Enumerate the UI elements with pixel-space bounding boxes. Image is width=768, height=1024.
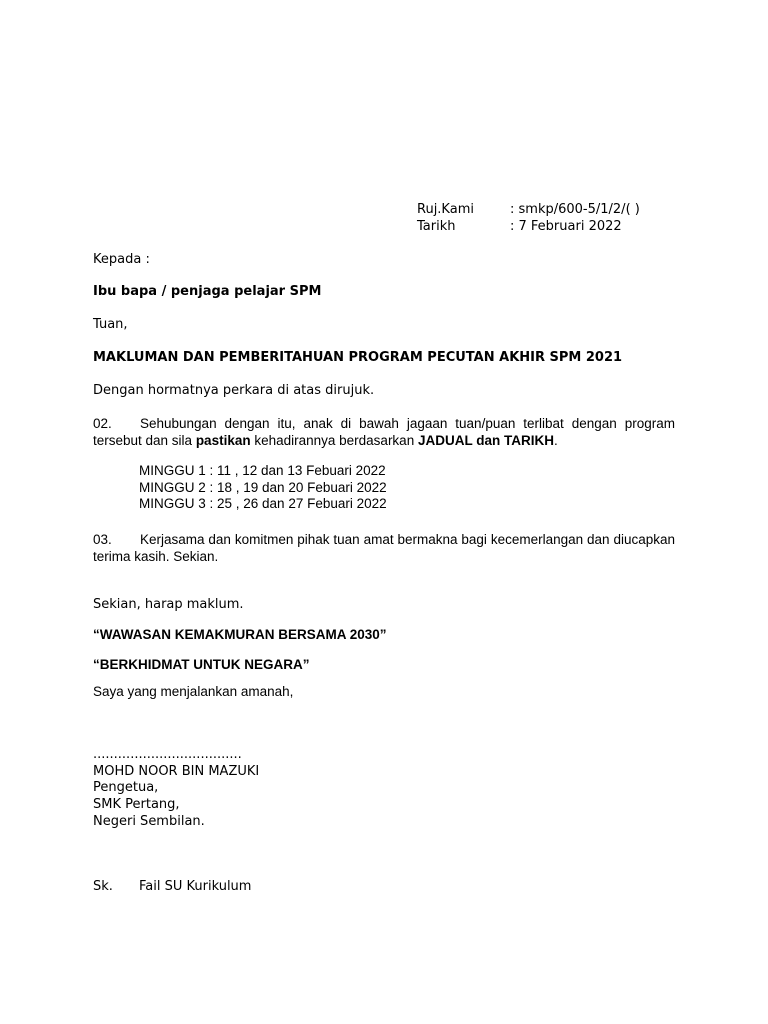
reference-label: Ruj.Kami bbox=[417, 202, 474, 217]
schedule-week-2: MINGGU 2 : 18 , 19 dan 20 Febuari 2022 bbox=[139, 480, 387, 495]
paragraph-02-text-mid: kehadirannya berdasarkan bbox=[250, 433, 418, 448]
paragraph-02-bold-jadual: JADUAL dan TARIKH bbox=[417, 433, 554, 448]
kepada-label: Kepada : bbox=[93, 252, 150, 267]
opening-line: Dengan hormatnya perkara di atas dirujuk. bbox=[93, 383, 375, 398]
paragraph-02-number: 02. bbox=[93, 416, 112, 431]
reference-line bbox=[417, 201, 640, 218]
closing-line: Sekian, harap maklum. bbox=[93, 597, 244, 612]
paragraph-02 bbox=[93, 415, 675, 449]
trust-line: Saya yang menjalankan amanah, bbox=[93, 684, 294, 699]
date-line bbox=[417, 218, 622, 235]
motto-wawasan: “WAWASAN KEMAKMURAN BERSAMA 2030” bbox=[93, 627, 387, 642]
signature-dots: .................................... bbox=[93, 747, 242, 762]
paragraph-02-text-start: Sehubungan dengan itu, anak di bawah jagaan tuan/puan terlibat dengan program tersebut dan sila bbox=[93, 416, 675, 448]
date-value: : 7 Februari 2022 bbox=[510, 219, 622, 234]
subject-heading: MAKLUMAN DAN PEMBERITAHUAN PROGRAM PECUTAN AKHIR SPM 2021 bbox=[93, 350, 623, 365]
paragraph-02-text-end: . bbox=[553, 433, 558, 448]
date-label: Tarikh bbox=[417, 219, 456, 234]
addressee: Ibu bapa / penjaga pelajar SPM bbox=[93, 284, 322, 299]
signatory-position: Pengetua, bbox=[93, 780, 159, 795]
signatory-name: MOHD NOOR BIN MAZUKI bbox=[93, 764, 260, 779]
paragraph-03 bbox=[93, 531, 675, 565]
cc-line bbox=[93, 878, 251, 895]
motto-berkhidmat: “BERKHIDMAT UNTUK NEGARA” bbox=[93, 657, 310, 672]
salutation: Tuan, bbox=[93, 317, 128, 332]
paragraph-02-bold-pastikan: pastikan bbox=[195, 433, 251, 448]
cc-value: Fail SU Kurikulum bbox=[139, 879, 252, 894]
schedule-week-1: MINGGU 1 : 11 , 12 dan 13 Febuari 2022 bbox=[139, 463, 386, 478]
paragraph-03-text: Kerjasama dan komitmen pihak tuan amat bermakna bagi kecemerlangan dan diucapkan terima kasih. Sekian. bbox=[93, 532, 675, 564]
paragraph-03-number: 03. bbox=[93, 532, 112, 547]
reference-value: : smkp/600-5/1/2/( ) bbox=[510, 202, 640, 217]
signatory-school: SMK Pertang, bbox=[93, 797, 180, 812]
cc-label: Sk. bbox=[93, 879, 113, 894]
schedule-week-3: MINGGU 3 : 25 , 26 dan 27 Febuari 2022 bbox=[139, 496, 387, 511]
signatory-state: Negeri Sembilan. bbox=[93, 814, 205, 829]
